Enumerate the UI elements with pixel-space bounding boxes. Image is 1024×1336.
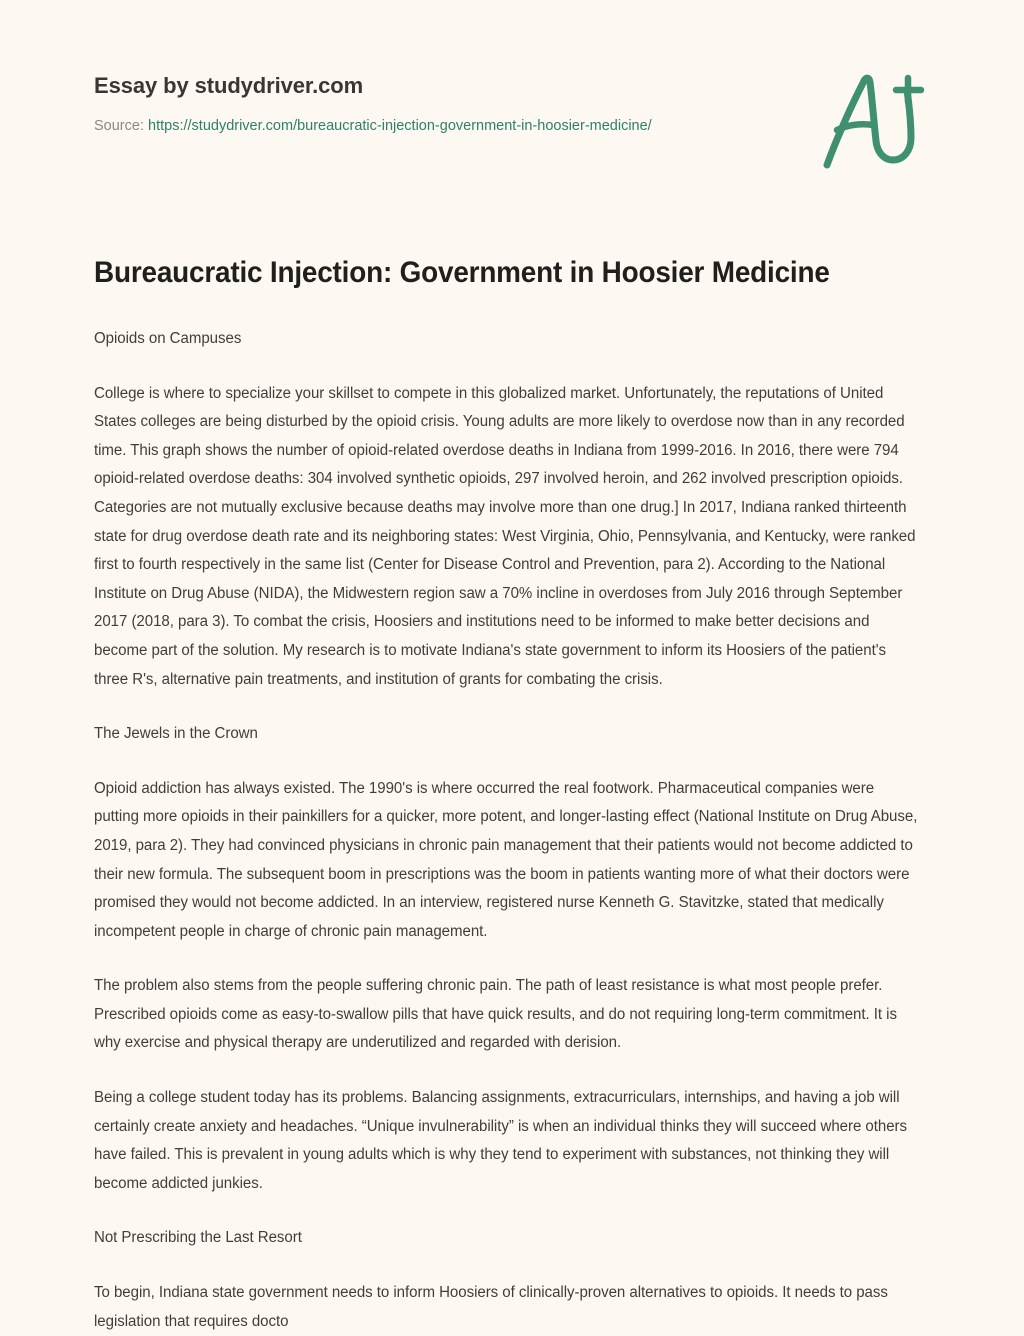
paragraph: Being a college student today has its problems. Balancing assignments, extracurriculars, internships, and having a job will certainly create anxiety and headaches. “Unique invulnerability” is when an individual thinks they will succeed where others have failed. This is prevalent in young adults which is why they tend to experiment with substances, not thinking they will become addicted junkies. [94, 1089, 908, 1192]
paragraph: College is where to specialize your skillset to compete in this globalized market. Unfortunately, the reputations of United States colleges are being disturbed by the opioid crisis. Young adults are more likely to overdose now than in any recorded time. This graph shows the number of opioid-related overdose deaths in Indiana from 1999-2016. In 2016, there were 794 opioid-related overdose deaths: 304 involved synthetic opioids, 297 involved heroin, and 262 involved prescription opioids. Categories are not mutually exclusive because deaths may involve more than one drug.] In 2017, Indiana ranked thirteenth state for drug overdose death rate and its neighboring states: West Virginia, Ohio, Pennsylvania, and Kentucky, were ranked first to fourth respectively in the same list (Center for Disease Control and Prevention, para 2). According to the National Institute on Drug Abuse (NIDA), the Midwestern region saw a 70% incline in overdoses from July 2016 through September 2017 (2018, para 3). To combat the crisis, Hoosiers and institutions need to be informed to make better decisions and become part of the solution. My research is to motivate Indiana's state government to inform its Hoosiers of the patient's three R's, alternative pain treatments, and institution of grants for combating the crisis. [94, 384, 916, 688]
paragraph: Opioid addiction has always existed. The 1990's is where occurred the real footwork. Pharmaceutical companies were putting more opioids in their painkillers for a quicker, more potent, and longer-lasting effect (National Institute on Drug Abuse, 2019, para 2). They had convinced physicians in chronic pain management that their patients would not become addicted to their new formula. The subsequent boom in prescriptions was the boom in patients wanting more of what their doctors were promised they would not become addicted. In an interview, registered nurse Kenneth G. Stavitzke, stated that medically incompetent people in charge of chronic pain management. [94, 779, 918, 940]
source-url-link[interactable]: https://studydriver.com/bureaucratic-injection-government-in-hoosier-medicine/ [148, 117, 652, 134]
section-heading: Not Prescribing the Last Resort [94, 1229, 302, 1247]
article-body [0, 255, 1024, 1336]
paragraph: The problem also stems from the people suffering chronic pain. The path of least resistance is what most people prefer. Prescribed opioids come as easy-to-swallow pills that have quick results, and do not requiring long-term commitment. It is why exercise and physical therapy are underutilized and regarded with derision. [94, 977, 897, 1052]
section-heading: Opioids on Campuses [94, 330, 242, 347]
studydriver-a-plus-logo [814, 68, 934, 173]
page-title: Bureaucratic Injection: Government in Hoosier Medicine [94, 256, 830, 289]
essay-byline: Essay by studydriver.com [94, 73, 364, 98]
page-header [0, 0, 1024, 200]
article-blocks [94, 325, 934, 1336]
paragraph: To begin, Indiana state government needs to inform Hoosiers of clinically-proven alternatives to opioids. It needs to pass legislation that requires docto [94, 1284, 888, 1330]
source-label: Source: [94, 117, 144, 134]
section-heading: The Jewels in the Crown [94, 725, 258, 743]
source-line [94, 117, 934, 136]
